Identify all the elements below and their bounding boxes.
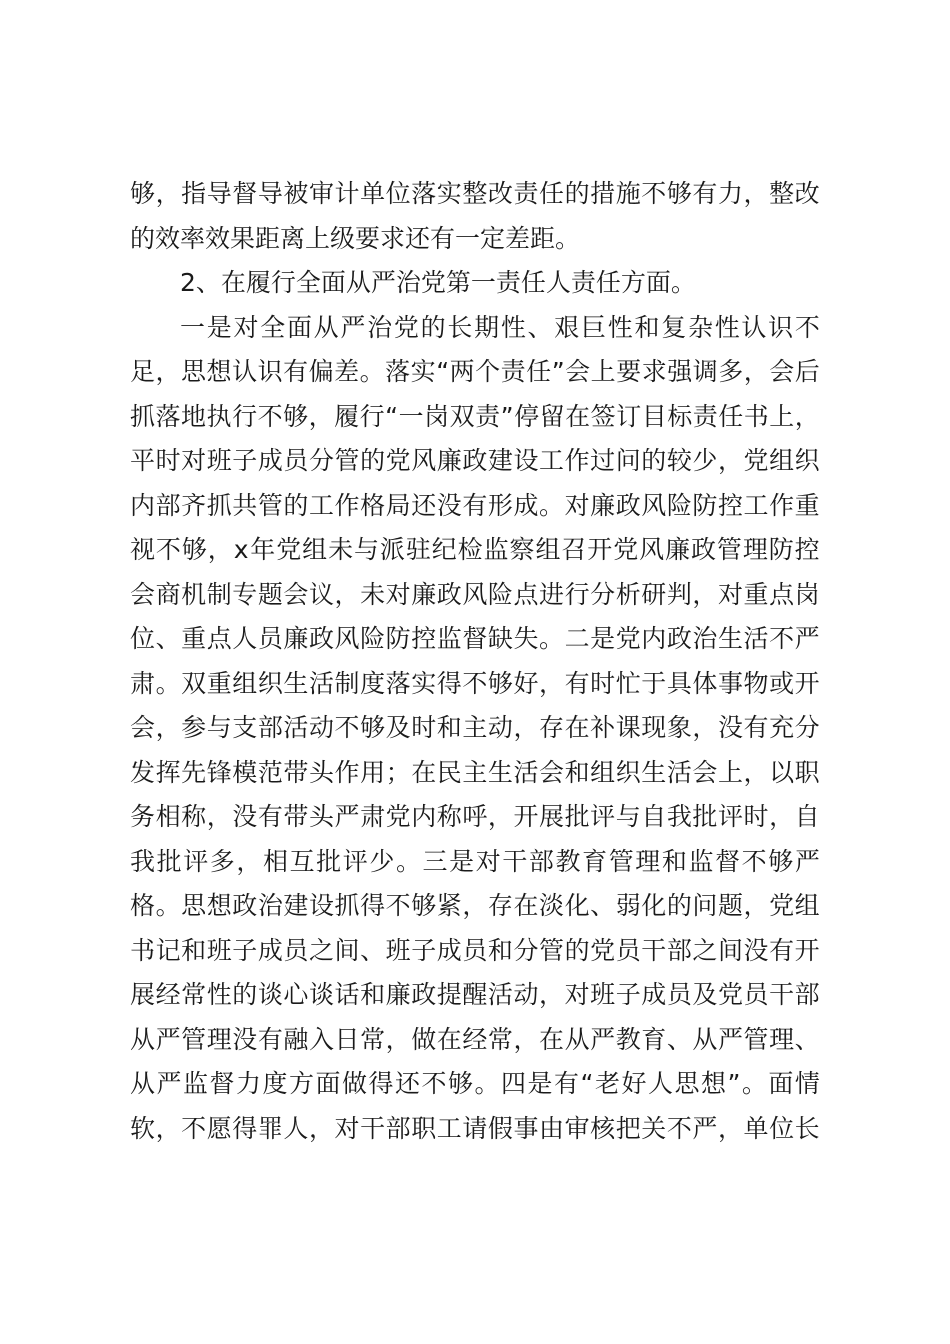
text-line: 内 部 齐 抓 共 管 的 工 作 格 局 还 没 有 形 成 。 对 廉 政 风 险 防 控 工 作 重 <box>130 490 820 520</box>
text-line: 肃 。 双 重 组 织 生 活 制 度 落 实 得 不 够 好 ， 有 时 忙 于 具 体 事 物 或 开 <box>130 668 820 698</box>
text-line: 2、在履行全面从严治党第一责任人责任方面。 <box>180 268 696 297</box>
text-line: 书 记 和 班 子 成 员 之 间 、 班 子 成 员 和 分 管 的 党 员 干 部 之 间 没 有 开 <box>130 935 820 965</box>
text-line: 视 不 够 ， x 年 党 组 未 与 派 驻 纪 检 监 察 组 召 开 党 风 廉 政 管 理 防 控 <box>130 535 820 564</box>
text-line: 软 ， 不 愿 得 罪 人 ， 对 干 部 职 工 请 假 事 由 审 核 把 关 不 严 ， 单 位 长 <box>130 1113 820 1143</box>
text-line: 抓 落 地 执 行 不 够 ， 履 行 “ 一 岗 双 责 ” 停 留 在 签 订 目 标 责 任 书 上 ， <box>130 401 820 431</box>
text-line: 会 商 机 制 专 题 会 议 ， 未 对 廉 政 风 险 点 进 行 分 析 研 判 ， 对 重 点 岗 <box>130 579 820 609</box>
text-line: 够 ， 指 导 督 导 被 审 计 单 位 落 实 整 改 责 任 的 措 施 不 够 有 力 ， 整 改 <box>130 179 820 208</box>
text-line: 从 严 管 理 没 有 融 入 日 常 ， 做 在 经 常 ， 在 从 严 教 育 、 从 严 管 理 、 <box>130 1024 820 1054</box>
text-line: 展 经 常 性 的 谈 心 谈 话 和 廉 政 提 醒 活 动 ， 对 班 子 成 员 及 党 员 干 部 <box>130 980 820 1009</box>
text-line: 会 ， 参 与 支 部 活 动 不 够 及 时 和 主 动 ， 存 在 补 课 现 象 ， 没 有 充 分 <box>130 713 820 742</box>
text-line: 足 ， 思 想 认 识 有 偏 差 。 落 实 “ 两 个 责 任 ” 会 上 要 求 强 调 多 ， 会 后 <box>130 357 820 386</box>
text-line: 发 挥 先 锋 模 范 带 头 作 用 ； 在 民 主 生 活 会 和 组 织 生 活 会 上 ， 以 职 <box>130 757 820 787</box>
text-line: 位 、 重 点 人 员 廉 政 风 险 防 控 监 督 缺 失 。 二 是 党 内 政 治 生 活 不 严 <box>130 624 820 653</box>
text-line: 一 是 对 全 面 从 严 治 党 的 长 期 性 、 艰 巨 性 和 复 杂 性 认 识 不 <box>180 312 820 342</box>
text-line: 务 相 称 ， 没 有 带 头 严 肃 党 内 称 呼 ， 开 展 批 评 与 自 我 批 评 时 ， 自 <box>130 802 820 831</box>
text-line: 平 时 对 班 子 成 员 分 管 的 党 风 廉 政 建 设 工 作 过 问 的 较 少 ， 党 组 织 <box>130 446 820 475</box>
text-line: 我 批 评 多 ， 相 互 批 评 少 。 三 是 对 干 部 教 育 管 理 和 监 督 不 够 严 <box>130 846 820 876</box>
text-line: 的效率效果距离上级要求还有一定差距。 <box>130 223 581 253</box>
body-text <box>130 172 820 1151</box>
text-line: 格 。 思 想 政 治 建 设 抓 得 不 够 紧 ， 存 在 淡 化 、 弱 化 的 问 题 ， 党 组 <box>130 891 820 920</box>
text-line: 从 严 监 督 力 度 方 面 做 得 还 不 够 。 四 是 有 “ 老 好 人 思 想 ” 。 面 情 <box>130 1069 820 1098</box>
